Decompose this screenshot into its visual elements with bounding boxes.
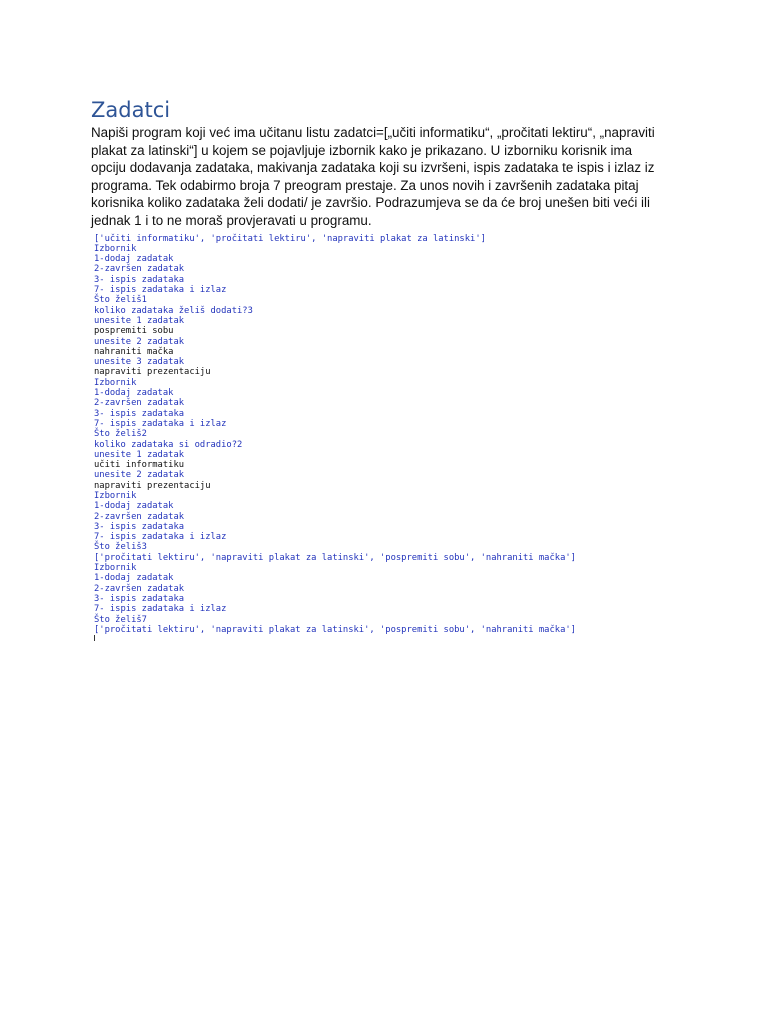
document-title: Zadatci (91, 98, 171, 122)
console-line: 1-dodaj zadatak (94, 254, 174, 265)
console-line: 2-završen zadatak (94, 583, 185, 594)
console-line: 1-dodaj zadatak (94, 501, 174, 512)
console-line: unesite 3 zadatak (94, 357, 185, 368)
console-line: 2-završen zadatak (94, 511, 185, 522)
console-line: 2-završen zadatak (94, 398, 185, 409)
console-line: 3- ispis zadataka (94, 593, 185, 604)
task-description: Napiši program koji već ima učitanu listu zadatci=[„učiti informatiku“, „pročitati lektiru“, „napraviti plakat za latinski“] u kojem se pojavljuje izbornik kako je prikazano. U izborniku korisnik ima opciju dodavanja zadataka, makivanja zadataka koji su izvršeni, ispis zadataka te ispis i izlaz iz programa. Tek odabirmo broja 7 preogram prestaje. Za unos novih i završenih zadataka pitaj korisnika koliko zadataka želi dodati/ je završio. Podrazumjeva se da će broj unešen biti veći ili jednak 1 i to ne moraš provjeravati u programu. (91, 125, 655, 228)
console-line: 1-dodaj zadatak (94, 388, 174, 399)
console-line: Što želiš1 (94, 295, 147, 306)
console-line: unesite 1 zadatak (94, 449, 185, 460)
console-line: Izbornik (94, 243, 137, 254)
console-output-screenshot (94, 234, 681, 642)
console-line: ['pročitati lektiru', 'napraviti plakat za latinski', 'pospremiti sobu', 'nahraniti mačka'] (94, 624, 576, 635)
console-line: 3- ispis zadataka (94, 274, 185, 285)
console-line: 3- ispis zadataka (94, 521, 185, 532)
console-line: Izbornik (94, 490, 137, 501)
console-line: napraviti prezentaciju (94, 480, 211, 491)
console-line: 1-dodaj zadatak (94, 573, 174, 584)
console-line: učiti informatiku (94, 460, 185, 471)
console-line: 7- ispis zadataka i izlaz (94, 418, 227, 429)
console-line: 2-završen zadatak (94, 264, 185, 275)
console-line: koliko zadataka želiš dodati?3 (94, 305, 253, 316)
console-line: Izbornik (94, 563, 137, 574)
console-line: Izbornik (94, 377, 137, 388)
console-line: 3- ispis zadataka (94, 408, 185, 419)
console-line: 7- ispis zadataka i izlaz (94, 532, 227, 543)
console-line: Što želiš3 (94, 542, 147, 553)
console-line: Što želiš2 (94, 429, 147, 440)
console-line: napraviti prezentaciju (94, 367, 211, 378)
console-line: nahraniti mačka (94, 346, 174, 357)
text-cursor (94, 635, 96, 641)
console-line: unesite 2 zadatak (94, 336, 185, 347)
console-line: Što želiš7 (94, 614, 147, 625)
console-line: unesite 2 zadatak (94, 470, 185, 481)
console-line: 7- ispis zadataka i izlaz (94, 285, 227, 296)
console-line: 7- ispis zadataka i izlaz (94, 604, 227, 615)
console-line: pospremiti sobu (94, 326, 174, 337)
document-page (91, 96, 681, 641)
console-line: ['pročitati lektiru', 'napraviti plakat za latinski', 'pospremiti sobu', 'nahraniti mačka'] (94, 552, 576, 563)
console-line: unesite 1 zadatak (94, 315, 185, 326)
console-line: koliko zadataka si odradio?2 (94, 439, 243, 450)
console-line: ['učiti informatiku', 'pročitati lektiru', 'napraviti plakat za latinski'] (94, 233, 486, 244)
